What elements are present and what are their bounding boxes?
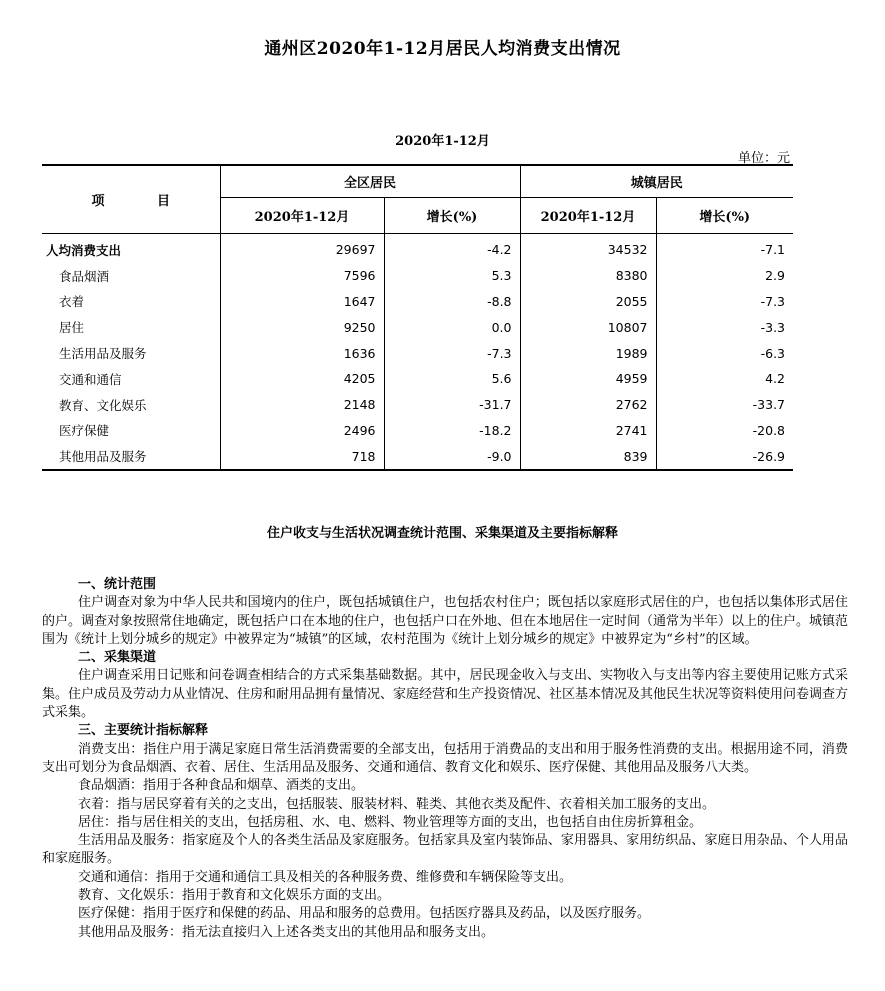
table-row [42,234,793,263]
indicator-list [42,741,848,942]
urban-growth: -6.3 [760,345,785,361]
all-growth: -18.2 [384,418,520,444]
all-value: 718 [220,443,384,470]
channel-heading: 二、采集渠道 [78,650,157,666]
row-name: 居住 [42,314,220,340]
row-name: 其他用品及服务 [42,443,220,470]
indicator-item: 食品烟酒：指用于各种食品和烟草、酒类的支出。 [78,778,365,794]
urban-value: 2055 [520,289,656,315]
all-value: 1636 [220,340,384,366]
notes-section [42,576,848,942]
urban-growth: 4.2 [765,371,785,387]
urban-value: 1989 [520,340,656,366]
row-name: 生活用品及服务 [42,340,220,366]
all-growth: -31.7 [384,392,520,418]
table-row [42,418,793,444]
all-growth: -9.0 [384,443,520,470]
table-row [42,340,793,366]
all-value: 29697 [220,234,384,263]
all-value: 4205 [220,366,384,392]
all-value: 1647 [220,289,384,315]
unit-label: 单位：元 [737,151,790,166]
channel-text: 住户调查采用日记账和问卷调查相结合的方式采集基础数据。其中，居民现金收入与支出、实物收入与支出等内容主要使用记账方式采集。住户成员及劳动力从业情况、住房和耐用品拥有量情况、家庭经营和生产投资情况、社区基本情况及其他民生状况等资料使用问卷调查方式采集。 [42,668,849,721]
indicator-item: 教育、文化娱乐：指用于教育和文化娱乐方面的支出。 [78,888,391,904]
indicator-item: 生活用品及服务：指家庭及个人的各类生活品及家庭服务。包括家具及室内装饰品、家用器具、家用纺织品、家庭日用杂品、个人用品和家庭服务。 [42,833,848,867]
item-header: 项 目 [42,165,220,234]
all-value: 7596 [220,263,384,289]
urban-growth: -7.3 [760,293,785,309]
urban-value: 4959 [520,366,656,392]
urban-period-header: 2020年1-12月 [520,198,656,234]
table-row [42,366,793,392]
urban-growth: -7.1 [760,242,785,258]
all-value: 9250 [220,314,384,340]
scope-heading: 一、统计范围 [78,577,157,592]
row-name: 食品烟酒 [42,263,220,289]
row-name: 交通和通信 [42,366,220,392]
page-title: 通州区2020年1-12月居民人均消费支出情况 [264,39,621,59]
all-value: 2148 [220,392,384,418]
urban-value: 34532 [520,234,656,263]
table-row [42,314,793,340]
urban-growth: 2.9 [765,268,785,284]
row-name: 教育、文化娱乐 [42,392,220,418]
explain-title: 住户收支与生活状况调查统计范围、采集渠道及主要指标解释 [266,526,618,541]
row-name: 医疗保健 [42,418,220,444]
urban-growth: -33.7 [752,397,785,413]
scope-text: 住户调查对象为中华人民共和国境内的住户，既包括城镇住户，也包括农村住户；既包括以家庭形式居住的户，也包括以集体形式居住的户。调查对象按照常住地确定，既包括户口在本地的住户，也包括户口在外地、但在本地居住一定时间（通常为半年）以上的住户。城镇范围为《统计上划分城乡的规定》中被界定为“城镇”的区域，农村范围为《统计上划分城乡的规定》中被界定为“乡村”的区域。 [42,595,849,647]
indicator-item: 医疗保健：指用于医疗和保健的药品、用品和服务的总费用。包括医疗器具及药品，以及医疗服务。 [78,906,651,922]
all-growth: -4.2 [384,234,520,263]
urban-value: 8380 [520,263,656,289]
period-label: 2020年1-12月 [395,134,490,149]
urban-growth: -3.3 [760,319,785,335]
indicator-item: 其他用品及服务：指无法直接归入上述各类支出的其他用品和服务支出。 [78,924,495,940]
all-growth-header: 增长(%) [384,198,520,234]
all-growth: 5.6 [384,366,520,392]
indicator-item: 衣着：指与居民穿着有关的之支出，包括服装、服装材料、鞋类、其他衣类及配件、衣着相关加工服务的支出。 [78,796,716,812]
urban-value: 2741 [520,418,656,444]
urban-growth-header: 增长(%) [656,198,793,234]
urban-growth: -20.8 [752,422,785,438]
all-value: 2496 [220,418,384,444]
consumption-table [42,164,793,471]
all-growth: -8.8 [384,289,520,315]
row-name: 衣着 [42,289,220,315]
row-name: 人均消费支出 [42,234,220,263]
urban-value: 10807 [520,314,656,340]
table-row [42,263,793,289]
indicator-item: 居住：指与居住相关的支出，包括房租、水、电、燃料、物业管理等方面的支出，也包括自由住房折算租金。 [78,814,703,830]
all-growth: 0.0 [384,314,520,340]
group-urban-header: 城镇居民 [520,165,793,198]
indicator-heading: 三、主要统计指标解释 [78,723,209,739]
all-growth: 5.3 [384,263,520,289]
table-row [42,289,793,315]
all-period-header: 2020年1-12月 [220,198,384,234]
urban-value: 839 [520,443,656,470]
table-row [42,392,793,418]
table-row [42,443,793,470]
indicator-item: 消费支出：指住户用于满足家庭日常生活消费需要的全部支出，包括用于消费品的支出和用于服务性消费的支出。根据用途不同，消费支出可划分为食品烟酒、衣着、居住、生活用品及服务、交通和通信、教育文化和娱乐、医疗保健、其他用品及服务八大类。 [42,741,848,775]
group-all-header: 全区居民 [220,165,520,198]
indicator-item: 交通和通信：指用于交通和通信工具及相关的各种服务费、维修费和车辆保险等支出。 [78,869,573,885]
urban-growth: -26.9 [656,443,793,470]
urban-value: 2762 [520,392,656,418]
all-growth: -7.3 [384,340,520,366]
